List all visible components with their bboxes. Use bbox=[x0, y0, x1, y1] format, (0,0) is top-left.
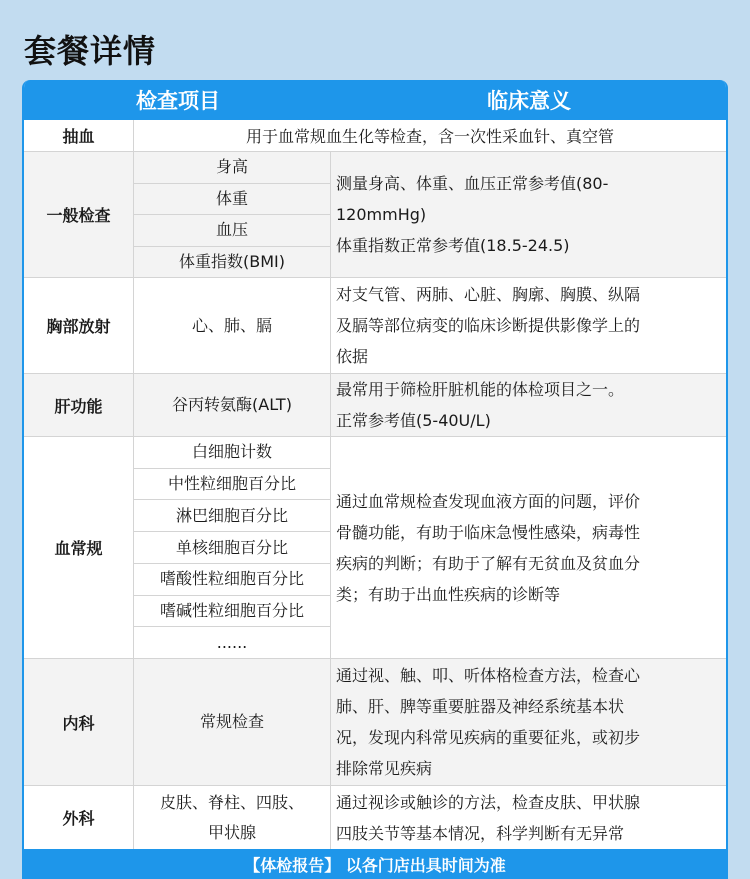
row-items bbox=[134, 374, 331, 436]
table-row-blood-draw bbox=[24, 120, 726, 152]
table-header bbox=[24, 80, 726, 120]
row-desc bbox=[331, 278, 726, 373]
row-name: 内科 bbox=[24, 659, 134, 785]
row-name: 肝功能 bbox=[24, 374, 134, 436]
row-desc-text: 通过视、触、叩、听体格检查方法，检查心 肺、肝、脾等重要脏器及神经系统基本状 况，发现内科常见疾病的重要征兆，或初步 排除常见疾病 bbox=[336, 666, 641, 778]
page-title: 套餐详情 bbox=[24, 32, 157, 70]
table-row-chest bbox=[24, 278, 726, 374]
row-name: 胸部放射 bbox=[24, 278, 134, 373]
header-exam-items: 检查项目 bbox=[136, 89, 220, 113]
item: ...... bbox=[216, 632, 248, 652]
item: 常规检查 bbox=[199, 712, 264, 731]
row-name: 血常规 bbox=[24, 437, 134, 658]
row-desc-text: 对支气管、两肺、心脏、胸廓、胸膜、纵隔 及膈等部位病变的临床诊断提供影像学上的 依据 bbox=[336, 285, 641, 366]
row-desc bbox=[331, 152, 726, 277]
item: 嗜碱性粒细胞百分比 bbox=[134, 596, 330, 628]
row-items bbox=[134, 437, 331, 658]
item: 血压 bbox=[134, 215, 330, 247]
row-name: 抽血 bbox=[24, 120, 134, 151]
row-name: 一般检查 bbox=[24, 152, 134, 277]
table-row-blood-routine bbox=[24, 437, 726, 659]
table-row-liver bbox=[24, 374, 726, 437]
item: 体重 bbox=[134, 184, 330, 216]
item: 体重指数(BMI) bbox=[179, 251, 285, 271]
item: 白细胞计数 bbox=[134, 437, 330, 469]
item: 嗜酸性粒细胞百分比 bbox=[134, 564, 330, 596]
report-time-notice: 【体检报告】 以各门店出具时间为准 bbox=[24, 849, 726, 879]
table-body bbox=[24, 120, 726, 849]
row-desc-text: 通过血常规检查发现血液方面的问题，评价 骨髓功能，有助于临床急慢性感染，病毒性 疾病的判断；有助于了解有无贫血及贫血分 类；有助于出血性疾病的诊断等 bbox=[336, 491, 641, 604]
item: 单核细胞百分比 bbox=[134, 532, 330, 564]
row-desc bbox=[331, 374, 726, 436]
row-desc-text: 测量身高、体重、血压正常参考值(80- 120mmHg) 体重指数正常参考值(18.5-24.5) bbox=[336, 174, 609, 255]
item: 谷丙转氨酶(ALT) bbox=[172, 395, 292, 414]
row-desc bbox=[331, 437, 726, 658]
row-items bbox=[134, 152, 331, 277]
table-row-surgery bbox=[24, 786, 726, 849]
row-name: 外科 bbox=[24, 786, 134, 849]
table-row-general bbox=[24, 152, 726, 278]
row-items bbox=[134, 786, 331, 849]
item: 中性粒细胞百分比 bbox=[134, 469, 330, 501]
row-desc bbox=[331, 786, 726, 849]
row-desc: 用于血常规血生化等检查，含一次性采血针、真空管 bbox=[245, 127, 614, 146]
row-desc bbox=[331, 659, 726, 785]
row-desc-text: 通过视诊或触诊的方法，检查皮肤、甲状腺 四肢关节等基本情况，科学判断有无异常 bbox=[336, 792, 641, 843]
item: 心、肺、膈 bbox=[191, 315, 272, 335]
header-clinical-significance: 临床意义 bbox=[487, 89, 571, 113]
row-items bbox=[134, 278, 331, 373]
table-row-internal bbox=[24, 659, 726, 786]
item: 淋巴细胞百分比 bbox=[134, 500, 330, 532]
row-items bbox=[134, 659, 331, 785]
row-desc-text: 最常用于筛检肝脏机能的体检项目之一。 正常参考值(5-40U/L) bbox=[336, 380, 625, 430]
package-detail-table bbox=[22, 80, 728, 879]
item: 皮肤、脊柱、四肢、 甲状腺 bbox=[159, 792, 304, 842]
item: 身高 bbox=[134, 152, 330, 184]
